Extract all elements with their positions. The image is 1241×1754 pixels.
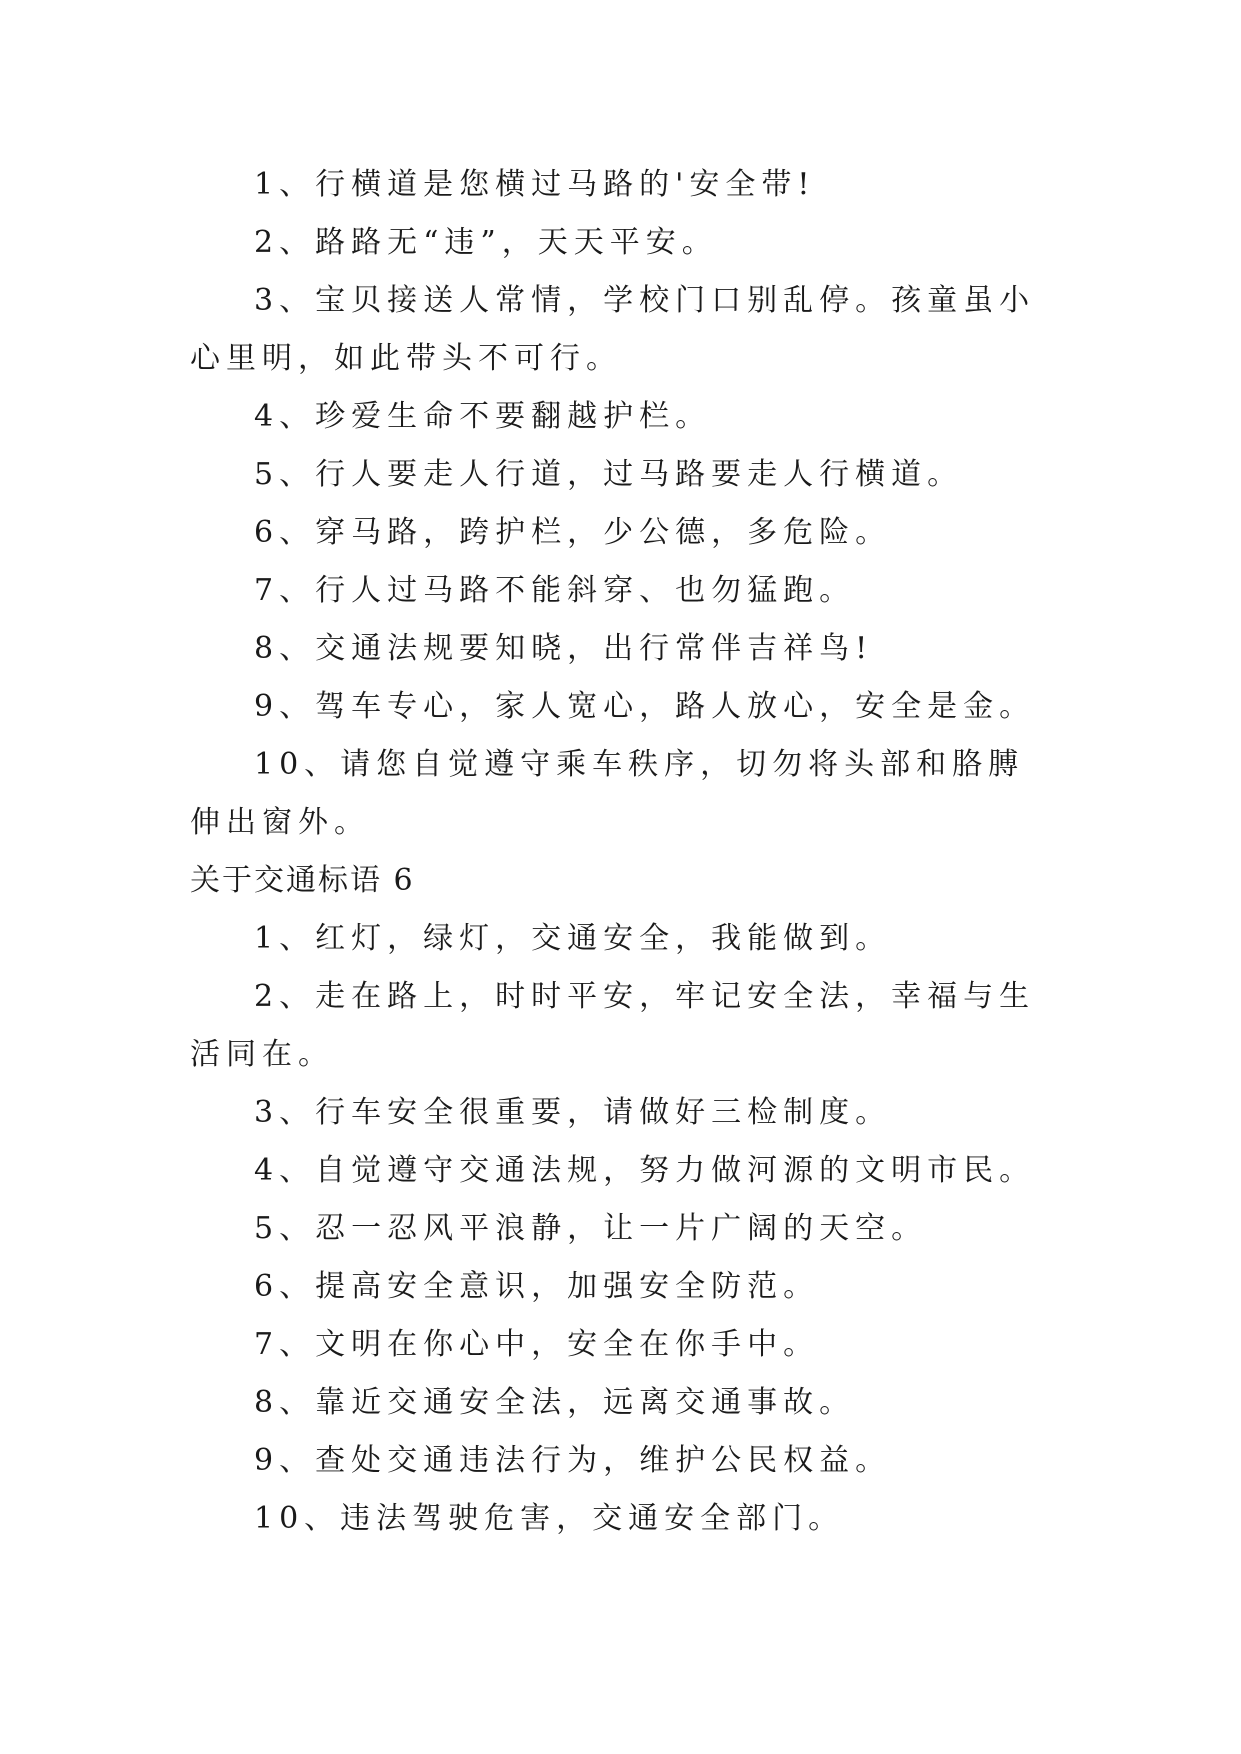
slogan-item: 10、请您自觉遵守乘车秩序，切勿将头部和胳膊伸出窗外。 xyxy=(190,747,1025,840)
slogan-item: 8、交通法规要知晓，出行常伴吉祥鸟! xyxy=(254,631,874,666)
slogan-item: 5、忍一忍风平浪静，让一片广阔的天空。 xyxy=(254,1211,928,1246)
slogan-item: 9、查处交通违法行为，维护公民权益。 xyxy=(254,1443,892,1478)
slogan-item: 8、靠近交通安全法，远离交通事故。 xyxy=(254,1385,856,1420)
slogan-item: 2、路路无“违”，天天平安。 xyxy=(254,225,718,260)
section-heading: 关于交通标语 6 xyxy=(190,863,415,898)
slogan-item: 4、珍爱生命不要翻越护栏。 xyxy=(254,399,712,434)
slogan-item: 1、红灯，绿灯，交通安全，我能做到。 xyxy=(254,921,892,956)
slogan-item: 7、行人过马路不能斜穿、也勿猛跑。 xyxy=(254,573,856,608)
slogan-item: 2、走在路上，时时平安，牢记安全法，幸福与生活同在。 xyxy=(190,979,1036,1072)
document-page xyxy=(190,156,1050,1548)
slogan-item: 3、行车安全很重要，请做好三检制度。 xyxy=(254,1095,892,1130)
slogan-item: 3、宝贝接送人常情，学校门口别乱停。孩童虽小心里明，如此带头不可行。 xyxy=(190,283,1036,376)
slogan-item: 5、行人要走人行道，过马路要走人行横道。 xyxy=(254,457,964,492)
slogan-item: 6、穿马路，跨护栏，少公德，多危险。 xyxy=(254,515,892,550)
slogan-item: 4、自觉遵守交通法规，努力做河源的文明市民。 xyxy=(254,1153,1036,1188)
slogan-item: 1、行横道是您横过马路的'安全带! xyxy=(254,167,816,202)
slogan-item: 6、提高安全意识，加强安全防范。 xyxy=(254,1269,820,1304)
slogan-item: 10、违法驾驶危害，交通安全部门。 xyxy=(254,1501,845,1536)
slogan-item: 9、驾车专心，家人宽心，路人放心，安全是金。 xyxy=(254,689,1036,724)
slogan-item: 7、文明在你心中，安全在你手中。 xyxy=(254,1327,820,1362)
